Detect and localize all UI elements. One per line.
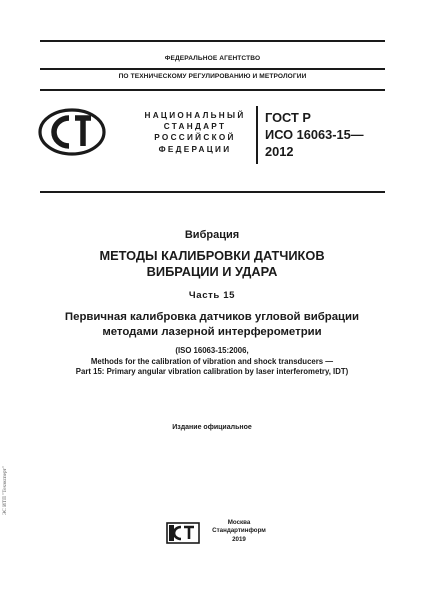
header-bottom-rule <box>40 89 385 91</box>
subtitle-line: Первичная калибровка датчиков угловой вибрации <box>64 311 360 323</box>
designation-line: ГОСТ Р <box>265 110 311 125</box>
designation-line: ИСО 16063-15— <box>265 127 364 142</box>
publisher-info <box>209 519 269 544</box>
standard-divider <box>256 106 258 164</box>
standard-label-line: СТАНДАРТ <box>163 122 227 132</box>
agency-line-2: ПО ТЕХНИЧЕСКОМУ РЕГУЛИРОВАНИЮ И МЕТРОЛОГИИ <box>118 73 307 80</box>
part-label: Часть 15 <box>188 290 236 301</box>
subtitle <box>0 310 424 340</box>
iso-reference-line: (ISO 16063-15:2006, <box>175 346 249 355</box>
side-watermark: ЭС ИТП "Техэксперт" <box>2 466 8 515</box>
designation-line: 2012 <box>265 144 294 159</box>
standard-label-line: ФЕДЕРАЦИИ <box>158 144 232 154</box>
top-rule <box>40 40 385 42</box>
publisher-line: 2019 <box>232 535 246 543</box>
standartinform-logo-icon <box>166 522 200 544</box>
topic-title: Вибрация <box>184 229 240 241</box>
title-top-rule <box>40 191 385 193</box>
main-title-line: ВИБРАЦИИ И УДАРА <box>146 264 278 279</box>
iso-reference-line: Part 15: Primary angular vibration calibration by laser interferometry, IDT) <box>75 367 349 377</box>
subtitle-line: методами лазерной интерферометрии <box>102 326 322 338</box>
iso-reference <box>0 346 424 378</box>
main-title <box>0 248 424 280</box>
standard-label-line: НАЦИОНАЛЬНЫЙ <box>144 111 246 120</box>
publisher-line: Москва <box>227 519 251 526</box>
agency-divider <box>40 68 385 70</box>
standard-label <box>140 110 250 155</box>
publisher-line: Стандартинформ <box>212 527 266 535</box>
gost-r-emblem-icon <box>38 108 106 156</box>
agency-line-1: ФЕДЕРАЛЬНОЕ АГЕНТСТВО <box>164 55 261 62</box>
standard-label-line: РОССИЙСКОЙ <box>154 133 236 143</box>
edition-label: Издание официальное <box>172 424 252 431</box>
iso-reference-line: Methods for the calibration of vibration and shock transducers — <box>90 356 334 366</box>
main-title-line: МЕТОДЫ КАЛИБРОВКИ ДАТЧИКОВ <box>99 248 325 263</box>
standard-designation <box>265 109 364 160</box>
